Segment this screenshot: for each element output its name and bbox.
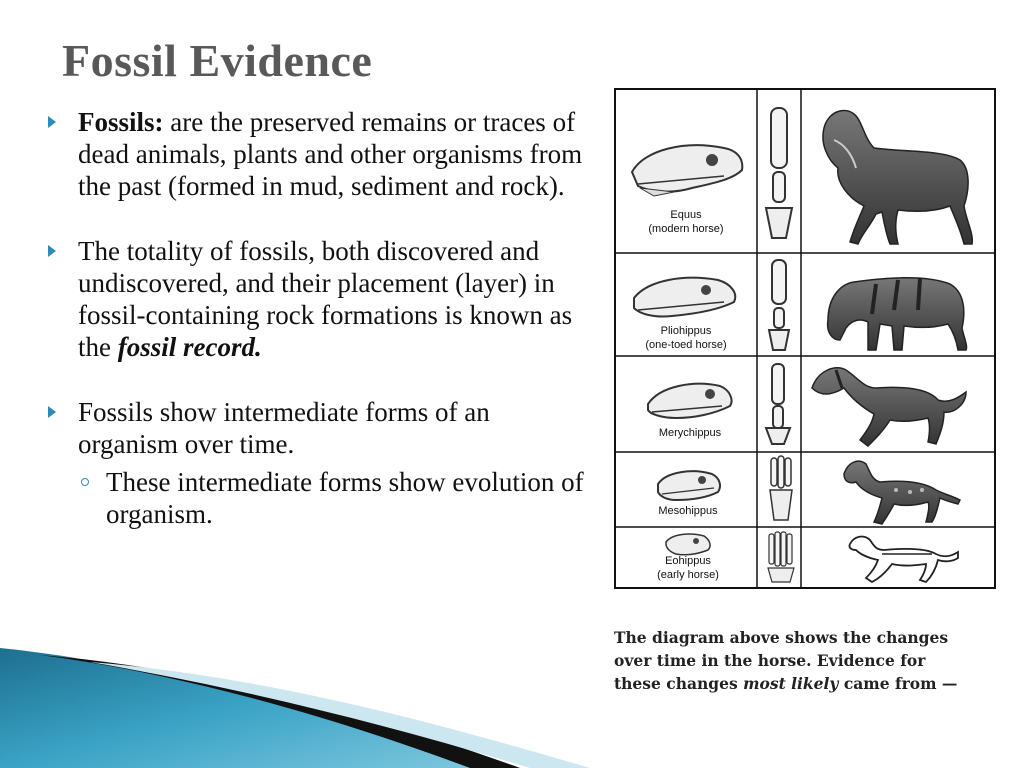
row-name: Eohippus	[665, 555, 711, 567]
row-name: Mesohippus	[658, 505, 718, 517]
row-name: Pliohippus	[660, 325, 712, 337]
row-name: Merychippus	[658, 427, 722, 439]
bullet-intermediate-forms	[48, 396, 588, 460]
bullet-text: are the preserved remains or traces of dead animals, plants and other organisms from the past (formed in mud, sediment and rock).	[78, 107, 583, 201]
row-name: Equus	[670, 209, 702, 221]
bullet-text: Fossils show intermediate forms of an organism over time.	[78, 397, 490, 459]
bullet-fossil-record	[48, 235, 588, 363]
skull-icon	[658, 471, 720, 500]
skull-icon	[666, 534, 710, 555]
caption-text: these changes	[614, 674, 744, 693]
caption-text: came from —	[838, 674, 958, 693]
sub-bullet-evolution	[48, 466, 588, 530]
horse-evolution-figure	[614, 88, 996, 589]
row-note: (early horse)	[657, 569, 719, 581]
row-note: (modern horse)	[648, 223, 724, 235]
bullet-term: Fossils:	[78, 107, 164, 137]
figure-caption	[614, 626, 1014, 695]
bullet-fossils	[48, 106, 588, 202]
caption-line: The diagram above shows the changes	[614, 628, 949, 647]
caption-emphasis: most likely	[743, 674, 839, 693]
slide-title: Fossil Evidence	[62, 35, 373, 86]
caption-line: over time in the horse. Evidence for	[614, 651, 926, 670]
caption-line	[614, 672, 1014, 695]
bullet-emphasis: fossil record.	[117, 332, 262, 362]
foot-bone-icon	[768, 532, 794, 582]
row-note: (one-toed horse)	[645, 339, 727, 351]
sub-bullet-ring-icon	[81, 478, 89, 486]
bullet-arrow-icon	[48, 406, 56, 418]
horse-evolution-grid	[614, 88, 996, 589]
bullet-text: The totality of fossils, both discovered and undiscovered, and their placement (layer) in fossil-containing rock formations is known as the	[78, 236, 573, 362]
bullet-list	[48, 106, 588, 530]
sub-bullet-text: These intermediate forms show evolution of organism.	[106, 467, 584, 529]
bullet-arrow-icon	[48, 116, 56, 128]
bullet-arrow-icon	[48, 245, 56, 257]
